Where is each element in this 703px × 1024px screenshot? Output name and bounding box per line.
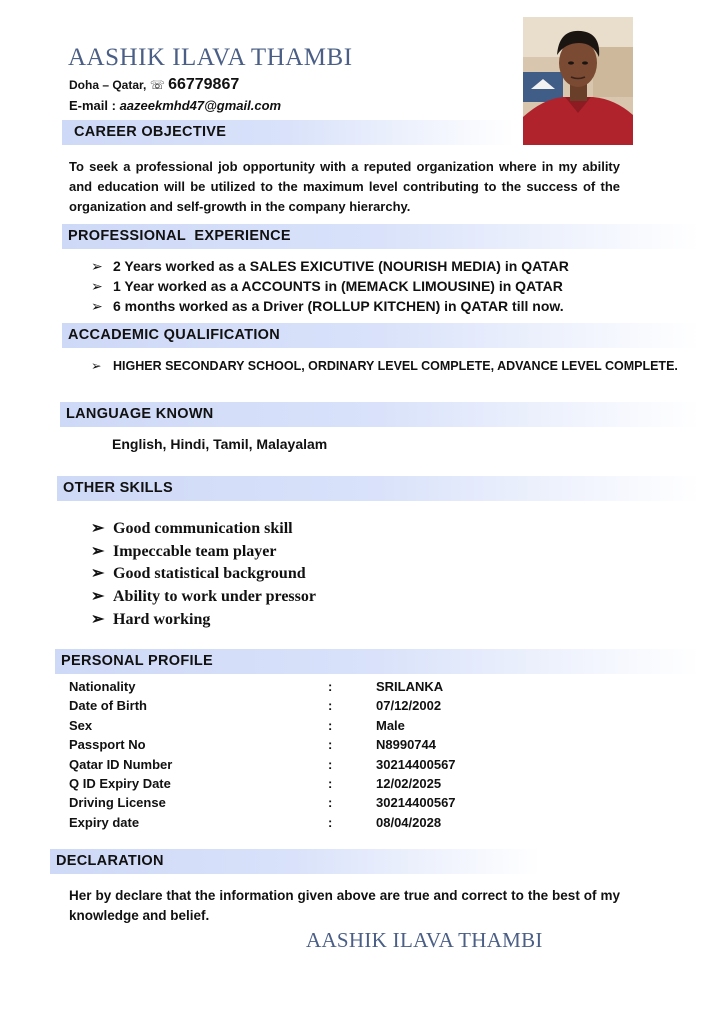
profile-label: Date of Birth <box>69 698 147 713</box>
profile-separator: : <box>328 815 333 830</box>
declaration-text: Her by declare that the information given above are true and correct to the best of my knowledge and belief. <box>69 888 620 923</box>
section-title-profile: PERSONAL PROFILE <box>61 653 213 669</box>
list-item <box>91 256 569 276</box>
arrow-bullet-icon: ➢ <box>91 610 105 628</box>
academic-item: HIGHER SECONDARY SCHOOL, ORDINARY LEVEL COMPLETE, ADVANCE LEVEL COMPLETE. <box>113 359 678 373</box>
section-title-academic: ACCADEMIC QUALIFICATION <box>68 327 281 343</box>
section-bar-experience <box>62 224 700 249</box>
profile-label: Qatar ID Number <box>69 757 173 772</box>
profile-label: Driving License <box>69 795 166 810</box>
profile-value: 07/12/2002 <box>376 698 442 713</box>
experience-item: 6 months worked as a Driver (ROLLUP KITCHEN) in QATAR till now. <box>113 298 564 314</box>
skill-item: Hard working <box>113 610 211 628</box>
profile-separator: : <box>328 698 333 713</box>
list-item <box>91 296 569 316</box>
profile-value: 08/04/2028 <box>376 815 442 830</box>
arrow-bullet-icon: ➢ <box>91 565 105 583</box>
section-title-experience: PROFESSIONAL EXPERIENCE <box>68 228 291 244</box>
section-title-declaration: DECLARATION <box>56 853 164 869</box>
profile-value: Male <box>376 718 405 733</box>
profile-label: Sex <box>69 718 93 733</box>
signature-name: AASHIK ILAVA THAMBI <box>306 928 543 952</box>
skills-list <box>91 518 316 632</box>
experience-list <box>91 256 569 316</box>
section-bar-academic <box>62 323 700 348</box>
profile-separator: : <box>328 679 333 694</box>
email-address: aazeekmhd47@gmail.com <box>119 98 282 113</box>
arrow-bullet-icon: ➢ <box>91 542 105 560</box>
section-bar-declaration <box>50 849 540 874</box>
profile-value: 30214400567 <box>376 795 456 810</box>
profile-label: Passport No <box>69 737 146 752</box>
phone-number: 66779867 <box>168 76 240 93</box>
list-item <box>91 276 569 296</box>
profile-separator: : <box>328 757 333 772</box>
profile-photo <box>523 17 633 145</box>
arrow-bullet-icon: ➢ <box>91 359 102 373</box>
profile-separator: : <box>328 718 333 733</box>
arrow-bullet-icon: ➢ <box>91 278 103 294</box>
profile-label: Expiry date <box>69 815 140 830</box>
section-bar-skills <box>57 476 700 501</box>
section-title-languages: LANGUAGE KNOWN <box>66 406 214 422</box>
profile-value: 12/02/2025 <box>376 776 442 791</box>
profile-value: N8990744 <box>376 737 436 752</box>
phone-icon: ☏ <box>149 78 165 92</box>
experience-item: 1 Year worked as a ACCOUNTS in (MEMACK LIMOUSINE) in QATAR <box>113 278 563 294</box>
section-bar-languages <box>60 402 700 427</box>
experience-item: 2 Years worked as a SALES EXICUTIVE (NOURISH MEDIA) in QATAR <box>113 258 569 274</box>
section-title-skills: OTHER SKILLS <box>63 480 173 496</box>
skill-item: Impeccable team player <box>113 542 277 560</box>
profile-separator: : <box>328 795 333 810</box>
section-title-career-objective: CAREER OBJECTIVE <box>74 124 227 140</box>
profile-separator: : <box>328 737 333 752</box>
section-bar-profile <box>55 649 700 674</box>
candidate-name: AASHIK ILAVA THAMBI <box>68 44 353 71</box>
academic-list <box>91 356 678 376</box>
arrow-bullet-icon: ➢ <box>91 298 103 314</box>
list-item <box>91 541 316 564</box>
list-item <box>91 518 316 541</box>
career-objective-text: To seek a professional job opportunity with a reputed organization where in my ability and education will be utilized to the maximum level contributing to the success of the organization and self-growth in the company hierarchy. <box>69 159 620 214</box>
profile-value: 30214400567 <box>376 757 456 772</box>
skill-item: Ability to work under pressor <box>113 588 316 606</box>
list-item <box>91 586 316 609</box>
list-item <box>91 563 316 586</box>
arrow-bullet-icon: ➢ <box>91 588 105 606</box>
email-line <box>69 98 281 113</box>
languages-text: English, Hindi, Tamil, Malayalam <box>112 436 328 452</box>
skill-item: Good communication skill <box>113 520 293 537</box>
arrow-bullet-icon: ➢ <box>91 520 105 537</box>
section-bar-career-objective <box>62 120 514 145</box>
skill-item: Good statistical background <box>113 565 306 583</box>
list-item <box>91 356 678 376</box>
profile-label: Q ID Expiry Date <box>69 776 171 791</box>
contact-line <box>69 76 239 94</box>
profile-value: SRILANKA <box>376 679 444 694</box>
location-text: Doha – Qatar, <box>69 78 150 92</box>
arrow-bullet-icon: ➢ <box>91 258 103 274</box>
profile-separator: : <box>328 776 333 791</box>
profile-label: Nationality <box>69 679 136 694</box>
list-item <box>91 609 316 632</box>
email-label: E-mail : <box>69 98 120 113</box>
